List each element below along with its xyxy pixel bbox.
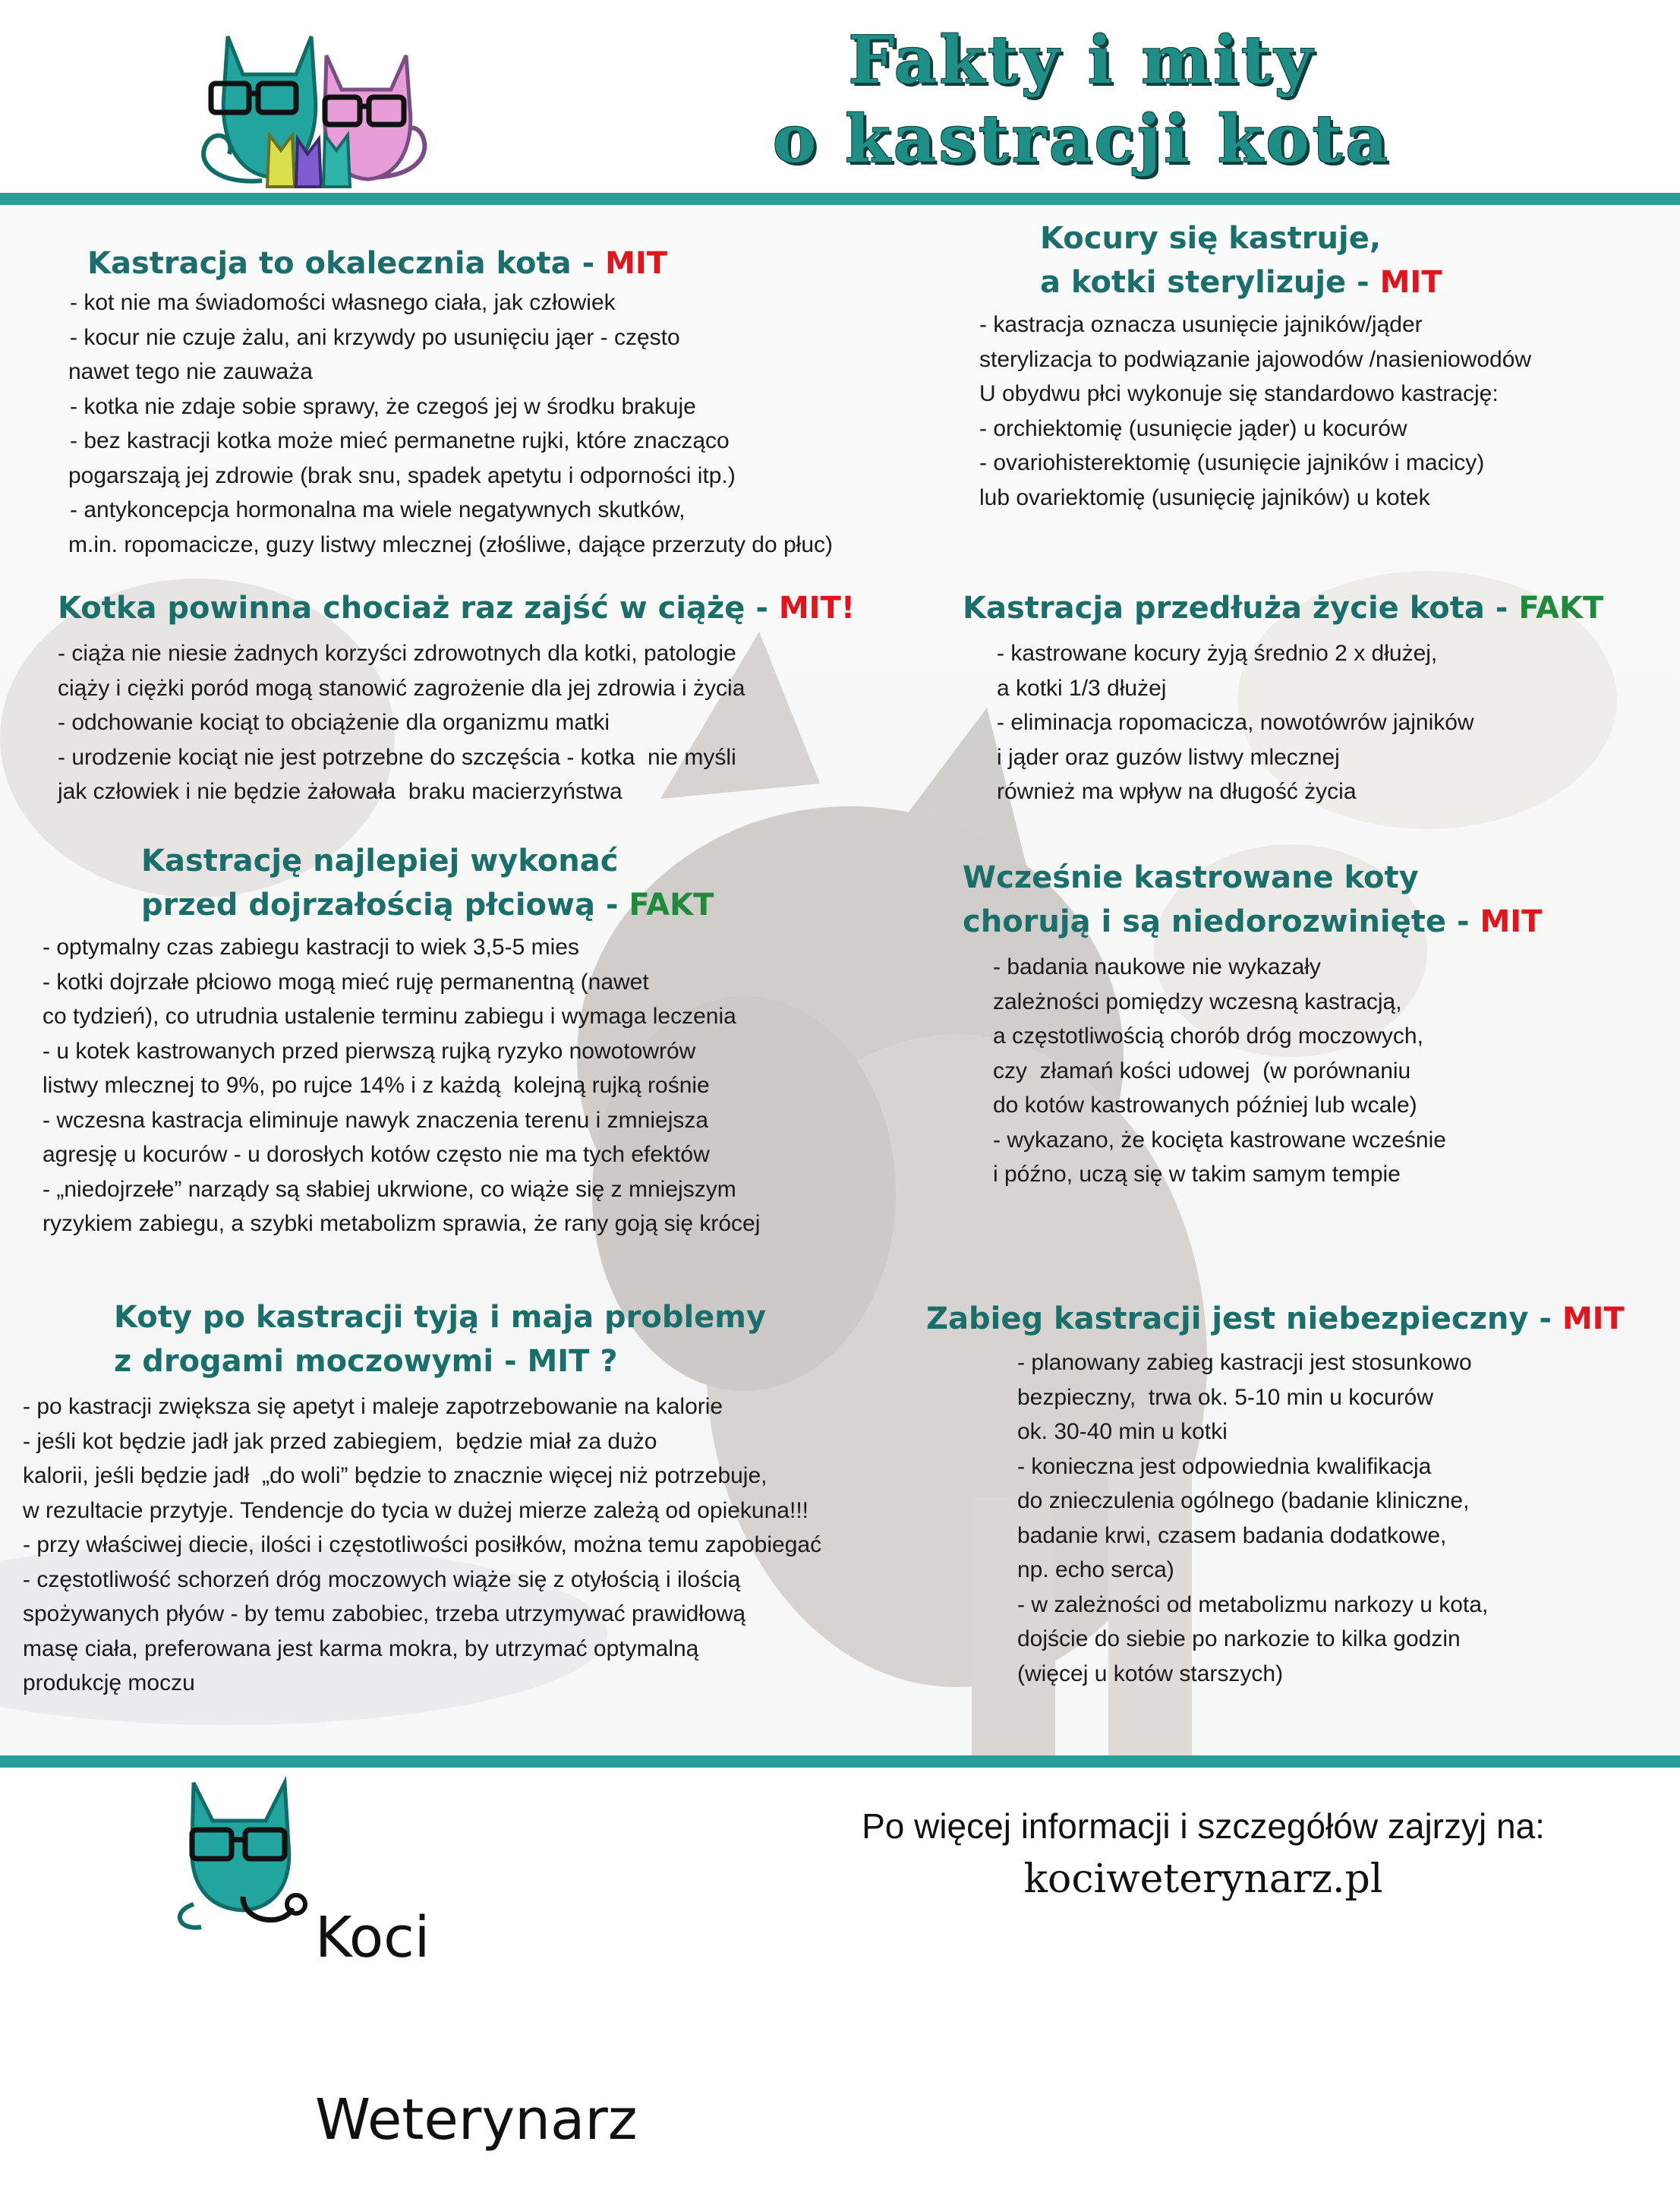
list-item: - częstotliwość schorzeń dróg moczowych wiąże się z otyłością i ilością xyxy=(23,1566,741,1592)
list-item: - „niedojrzełe” narządy są słabiej ukrwione, co wiąże się z mniejszym xyxy=(43,1176,736,1202)
heading-text: Kastrację najlepiej wykonać xyxy=(141,844,619,878)
list-item: zależności pomiędzy wczesną kastracją, xyxy=(993,989,1402,1014)
list-item: jak człowiek i nie będzie żałowała braku macierzyństwa xyxy=(58,779,623,804)
section-procedure-danger-myth xyxy=(926,1297,1678,1691)
verdict-label: MIT xyxy=(1562,1301,1625,1336)
list-item: - optymalny czas zabiegu kastracji to wiek 3,5-5 mies xyxy=(43,935,579,960)
verdict-label: MIT! xyxy=(778,591,856,626)
list-item: dojście do siebie po narkozie to kilka godzin xyxy=(1017,1626,1461,1651)
list-item: - kotki dojrzałe płciowo mogą mieć ruję permanentną (nawet xyxy=(43,969,649,995)
section-timing-fact xyxy=(43,839,969,1241)
heading-text: Kastracja to okalecznia kota - xyxy=(87,246,606,281)
section-heading xyxy=(926,1297,1678,1341)
list-item: a częstotliwością chorób dróg moczowych, xyxy=(993,1023,1423,1049)
heading-text: przed dojrzałością płciową - xyxy=(141,888,629,923)
section-heading xyxy=(58,586,931,630)
top-divider xyxy=(0,193,1680,205)
verdict-label: MIT xyxy=(605,246,668,281)
list-item: - odchowanie kociąt to obciążenie dla organizmu matki xyxy=(58,710,610,735)
list-item: - kastracja oznacza usunięcie jajników/jąder xyxy=(979,312,1423,337)
heading-text: Kocury się kastruje, xyxy=(1040,221,1382,256)
list-item: listwy mlecznej to 9%, po rujce 14% i z każdą kolejną rujką rośnie xyxy=(43,1073,710,1098)
more-info-text: Po więcej informacji i szczegółów zajrzyj na: xyxy=(862,1806,1545,1846)
list-item: - bez kastracji kotka może mieć permanetne rujki, które znacząco xyxy=(70,428,730,453)
section-lifespan-fact xyxy=(963,586,1669,809)
section-weight-gain-question xyxy=(23,1295,994,1701)
section-early-castration-myth xyxy=(963,856,1669,1192)
list-item: - ovariohisterektomię (usunięcie jajników i macicy) xyxy=(979,450,1485,475)
list-item: masę ciała, preferowana jest karma mokra, by utrzymać optymalną xyxy=(23,1635,699,1661)
verdict-label: FAKT xyxy=(629,888,714,923)
section-castration-sterilization-myth xyxy=(979,216,1663,515)
koci-weterynarz-cat-icon xyxy=(171,1775,315,1935)
list-item: - kot nie ma świadomości własnego ciała, jak człowiek xyxy=(70,290,616,315)
heading-text: Wcześnie kastrowane koty xyxy=(963,860,1419,895)
website-link[interactable]: kociweterynarz.pl xyxy=(1023,1856,1383,1902)
list-item: do kotów kastrowanych później lub wcale) xyxy=(993,1093,1417,1118)
verdict-label: FAKT xyxy=(1518,591,1604,626)
list-item: - antykoncepcja hormonalna ma wiele negatywnych skutków, xyxy=(70,497,686,522)
heading-text: a kotki sterylizuje - xyxy=(1040,265,1380,300)
section-heading xyxy=(68,241,949,285)
heading-text: z drogami moczowymi - MIT ? xyxy=(114,1344,618,1379)
brand-name xyxy=(315,1786,638,2211)
page-title xyxy=(531,21,1632,179)
list-item: ryzykiem zabiegu, a szybki metabolizm sprawia, że rany goją się krócej xyxy=(43,1211,761,1236)
title-line-2: o kastracji kota xyxy=(772,101,1392,178)
fact-list xyxy=(43,930,969,1241)
list-item: - przy właściwej diecie, ilości i częstotliwości posiłków, można temu zapobiegać xyxy=(23,1532,822,1557)
heading-text: Zabieg kastracji jest niebezpieczny - xyxy=(926,1301,1562,1336)
list-item: bezpieczny, trwa ok. 5-10 min u kocurów xyxy=(1017,1384,1434,1410)
fact-list xyxy=(963,950,1669,1192)
list-item: - u kotek kastrowanych przed pierwszą rujką ryzyko nowotowrów xyxy=(43,1038,696,1064)
section-mutilation-myth xyxy=(68,241,949,562)
list-item: nawet tego nie zauważa xyxy=(68,359,313,384)
heading-text: Kastracja przedłuża życie kota - xyxy=(963,591,1519,626)
list-item: ok. 30-40 min u kotki xyxy=(1017,1419,1228,1444)
fact-list xyxy=(23,1389,994,1701)
bottom-divider xyxy=(0,1755,1680,1768)
list-item: - planowany zabieg kastracji jest stosunkowo xyxy=(1017,1350,1472,1375)
heading-text: chorują i są niedorozwinięte - xyxy=(963,904,1480,939)
list-item: - kotka nie zdaje sobie sprawy, że czegoś jej w środku brakuje xyxy=(70,393,696,419)
list-item: - w zależności od metabolizmu narkozy u kota, xyxy=(1017,1591,1489,1617)
list-item: (więcej u kotów starszych) xyxy=(1017,1661,1284,1686)
list-item: - po kastracji zwiększa się apetyt i maleje zapotrzebowanie na kalorie xyxy=(23,1394,723,1419)
list-item: - ciąża nie niesie żadnych korzyści zdrowotnych dla kotki, patologie xyxy=(58,641,736,666)
heading-text: Koty po kastracji tyją i maja problemy xyxy=(114,1300,767,1335)
list-item: czy złamań kości udowej (w porównaniu xyxy=(993,1058,1411,1083)
verdict-label: MIT xyxy=(1379,265,1442,300)
fact-list xyxy=(68,285,949,562)
list-item: - wykazano, że kocięta kastrowane wcześnie xyxy=(993,1127,1446,1153)
section-pregnancy-myth xyxy=(58,586,931,809)
header xyxy=(0,0,1680,191)
brand-line-1: Koci xyxy=(315,1905,430,1970)
list-item: U obydwu płci wykonuje się standardowo kastrację: xyxy=(979,381,1499,406)
list-item: - konieczna jest odpowiednia kwalifikacja xyxy=(1017,1453,1432,1479)
section-heading xyxy=(963,856,1669,944)
title-line-1: Fakty i mity xyxy=(848,22,1316,99)
list-item: m.in. ropomacicze, guzy listwy mlecznej (złośliwe, dające przerzuty do płuc) xyxy=(68,531,834,557)
fact-list xyxy=(963,636,1669,809)
brand-line-2: Weterynarz xyxy=(315,2087,638,2153)
section-heading xyxy=(23,1295,994,1383)
list-item: a kotki 1/3 dłużej xyxy=(997,675,1167,701)
list-item: spożywanych płyów - by temu zabobiec, trzeba utrzymywać prawidłową xyxy=(23,1601,746,1626)
list-item: - jeśli kot będzie jadł jak przed zabiegiem, będzie miał za dużo xyxy=(23,1428,657,1454)
list-item: do znieczulenia ogólnego (badanie kliniczne, xyxy=(1017,1488,1470,1513)
list-item: i jąder oraz guzów listwy mlecznej xyxy=(997,744,1340,770)
list-item: sterylizacja to podwiązanie jajowodów /nasieniowodów xyxy=(979,346,1532,372)
list-item: lub ovariektomię (usunięcię jajników) u kotek xyxy=(979,484,1430,510)
list-item: - eliminacja ropomacicza, nowotówrów jajników xyxy=(997,710,1474,735)
section-heading xyxy=(979,216,1663,304)
list-item: - urodzenie kociąt nie jest potrzebne do szczęścia - kotka nie myśli xyxy=(58,744,736,770)
list-item: - orchiektomię (usunięcie jąder) u kocurów xyxy=(979,415,1407,441)
list-item: - kastrowane kocury żyją średnio 2 x dłużej, xyxy=(997,641,1438,666)
list-item: kalorii, jeśli będzie jadł „do woli” będzie to znacznie więcej niż potrzebuje, xyxy=(23,1463,768,1488)
list-item: - kocur nie czuje żalu, ani krzywdy po usunięciu jąer - często xyxy=(70,324,680,350)
list-item: w rezultacie przytyje. Tendencje do tycia w dużej mierze zależą od opiekuna!!! xyxy=(23,1497,808,1523)
list-item: np. echo serca) xyxy=(1017,1557,1174,1582)
list-item: - wczesna kastracja eliminuje nawyk znaczenia terenu i zmniejsza xyxy=(43,1107,709,1133)
verdict-label: MIT xyxy=(1480,904,1543,939)
cat-family-logo xyxy=(182,21,455,190)
heading-text: Kotka powinna chociaż raz zajść w ciążę - xyxy=(58,591,779,626)
list-item: produkcję moczu xyxy=(23,1670,195,1695)
list-item: badanie krwi, czasem badania dodatkowe, xyxy=(1017,1522,1447,1548)
list-item: - badania naukowe nie wykazały xyxy=(993,954,1321,979)
fact-list xyxy=(979,308,1663,515)
fact-list xyxy=(58,636,931,809)
list-item: i późno, uczą się w takim samym tempie xyxy=(993,1162,1401,1187)
list-item: co tydzień), co utrudnia ustalenie terminu zabiegu i wymaga leczenia xyxy=(43,1004,736,1029)
list-item: agresję u kocurów - u dorosłych kotów często nie ma tych efektów xyxy=(43,1142,710,1167)
list-item: również ma wpływ na długość życia xyxy=(997,779,1357,804)
list-item: pogarszają jej zdrowie (brak snu, spadek apetytu i odporności itp.) xyxy=(68,462,736,488)
list-item: ciąży i ciężki poród mogą stanowić zagrożenie dla jej zdrowia i życia xyxy=(58,675,745,701)
section-heading xyxy=(43,839,969,927)
fact-list xyxy=(926,1345,1678,1691)
section-heading xyxy=(963,586,1669,630)
